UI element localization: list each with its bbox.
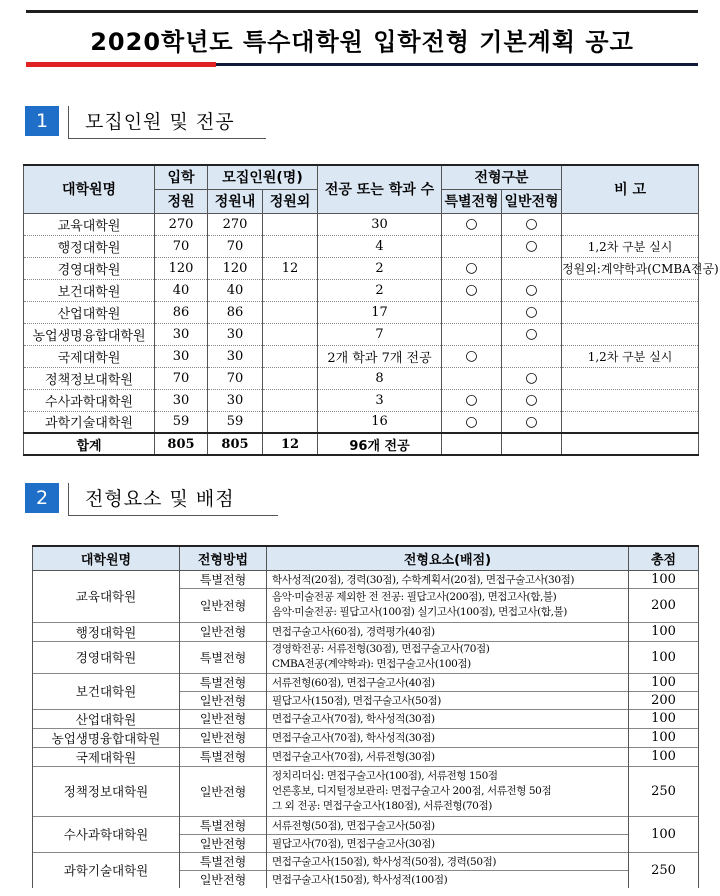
- table-cell-university: 산업대학원: [24, 301, 155, 323]
- table-cell-elements: [267, 588, 629, 622]
- table-cell-quota: 30: [155, 323, 208, 345]
- element-line: 그 외 전공: 면접구술고사(180점), 서류전형(70점): [272, 799, 492, 812]
- table-cell-note: 1,2차 구분 실시: [562, 345, 699, 367]
- table-cell-method: 일반전형: [180, 588, 267, 622]
- table-cell-elements: 면접구술고사(150점), 학사성적(50점), 경력(50점): [267, 852, 629, 870]
- table-cell-score: 100: [629, 641, 699, 673]
- table-cell-method: 일반전형: [180, 870, 267, 888]
- evaluation-table: [32, 545, 699, 888]
- table-cell-note: [562, 279, 699, 301]
- table-cell-note: [562, 389, 699, 411]
- table-cell-score: 200: [629, 588, 699, 622]
- element-line: 정치리더십: 면접구술고사(100점), 서류전형 150점: [272, 769, 498, 782]
- table-cell-general: ○: [502, 213, 562, 235]
- table-cell-method: 일반전형: [180, 709, 267, 728]
- table-cell-note: 정원외:계약학과(CMBA전공): [562, 257, 699, 279]
- col-header-elements: 전형요소(배점): [267, 546, 629, 570]
- table-cell-majors: 30: [318, 213, 442, 235]
- table-cell-out-quota: [263, 301, 318, 323]
- table-cell-out-quota: [263, 213, 318, 235]
- table-cell-method: 특별전형: [180, 570, 267, 588]
- table-cell-elements: 서류전형(50점), 면접구술고사(50점): [267, 816, 629, 834]
- table-cell-majors: 2개 학과 7개 전공: [318, 345, 442, 367]
- table-row: [24, 257, 699, 279]
- total-majors: 96개 전공: [318, 433, 442, 455]
- col-header-university: 대학원명: [24, 165, 155, 213]
- table-cell-general: ○: [502, 279, 562, 301]
- table-cell-general: ○: [502, 235, 562, 257]
- table-cell-majors: 16: [318, 411, 442, 433]
- col-header-type: 전형구분: [442, 165, 562, 189]
- table-cell-special: ○: [442, 411, 502, 433]
- table-cell-special: ○: [442, 257, 502, 279]
- table-row-university: 농업생명융합대학원: [33, 728, 180, 747]
- col-header-quota-bottom: 정원: [155, 189, 208, 213]
- table-cell-method: 일반전형: [180, 622, 267, 641]
- table-row-university: 정책정보대학원: [33, 766, 180, 816]
- table-row: [24, 213, 699, 235]
- table-row: [24, 367, 699, 389]
- table-cell-note: [562, 301, 699, 323]
- table-cell-note: 1,2차 구분 실시: [562, 235, 699, 257]
- section-2-header: [25, 483, 285, 515]
- page-title: 2020학년도 특수대학원 입학전형 기본계획 공고: [90, 28, 634, 56]
- element-line: CMBA전공(계약학과): 면접구술고사(100점): [272, 658, 471, 670]
- element-line: 음악·미술전공 제외한 전 전공: 필답고사(200점), 면접고사(합,불): [272, 591, 557, 603]
- table-cell-university: 행정대학원: [24, 235, 155, 257]
- table-cell-general: [502, 345, 562, 367]
- table-row-university: 수사과학대학원: [33, 816, 180, 852]
- col-header-score: 총점: [629, 546, 699, 570]
- element-line: 언론홍보, 디지털정보관리: 면접구술고사 200점, 서류전형 50점: [272, 784, 552, 797]
- table-cell-out-quota: 12: [263, 257, 318, 279]
- table-cell-quota: 270: [155, 213, 208, 235]
- section-1-header: [25, 106, 270, 138]
- table-cell-elements: 학사성적(20점), 경력(30점), 수학계획서(20점), 면접구술고사(30점): [267, 570, 629, 588]
- table-row-university: 국제대학원: [33, 747, 180, 766]
- table-cell-university: 과학기술대학원: [24, 411, 155, 433]
- table-row: [24, 345, 699, 367]
- col-header-method: 전형방법: [180, 546, 267, 570]
- table-cell-method: 일반전형: [180, 834, 267, 852]
- table-row: [24, 389, 699, 411]
- table-cell-in-quota: 120: [208, 257, 263, 279]
- section-1-title: 모집인원 및 전공: [85, 111, 235, 133]
- table-cell-score: 100: [629, 673, 699, 691]
- table-cell-in-quota: 40: [208, 279, 263, 301]
- table-row-university: 경영대학원: [33, 641, 180, 673]
- title-bottom-rule-red: [26, 62, 216, 67]
- table-cell-method: 특별전형: [180, 747, 267, 766]
- table-row-university: 교육대학원: [33, 570, 180, 622]
- table-cell-method: 특별전형: [180, 816, 267, 834]
- table-cell-quota: 30: [155, 345, 208, 367]
- table-cell-in-quota: 30: [208, 389, 263, 411]
- table-cell-quota: 30: [155, 389, 208, 411]
- table-cell-in-quota: 30: [208, 323, 263, 345]
- title-top-rule: [26, 10, 698, 13]
- table-cell-elements: [267, 641, 629, 673]
- table-cell-in-quota: 70: [208, 235, 263, 257]
- table-cell-majors: 3: [318, 389, 442, 411]
- table-cell-score: 250: [629, 852, 699, 888]
- table-cell-majors: 8: [318, 367, 442, 389]
- table-cell-elements: 면접구술고사(60점), 경력평가(40점): [267, 622, 629, 641]
- table-cell-out-quota: [263, 411, 318, 433]
- col-header-majors: 전공 또는 학과 수: [318, 165, 442, 213]
- total-in: 805: [208, 433, 263, 455]
- table-cell-out-quota: [263, 389, 318, 411]
- table-cell-out-quota: [263, 279, 318, 301]
- col-header-note: 비 고: [562, 165, 699, 213]
- table-row: [24, 279, 699, 301]
- col-header-in-quota: 정원내: [208, 189, 263, 213]
- element-line: 경영학전공: 서류전형(30점), 면접구술고사(70점): [272, 643, 490, 655]
- table-cell-quota: 70: [155, 367, 208, 389]
- col-header-general: 일반전형: [502, 189, 562, 213]
- table-cell-quota: 59: [155, 411, 208, 433]
- table-row-university: 산업대학원: [33, 709, 180, 728]
- table-row-university: 과학기술대학원: [33, 852, 180, 888]
- table-cell-special: [442, 367, 502, 389]
- col-header-out-quota: 정원외: [263, 189, 318, 213]
- table-cell-elements: 면접구술고사(150점), 학사성적(100점): [267, 870, 629, 888]
- table-cell-general: ○: [502, 323, 562, 345]
- table-row: [24, 323, 699, 345]
- table-cell-majors: 7: [318, 323, 442, 345]
- table-cell-elements: 서류전형(60점), 면접구술고사(40점): [267, 673, 629, 691]
- table-cell-elements: [267, 766, 629, 816]
- table-cell-majors: 2: [318, 279, 442, 301]
- table-cell-out-quota: [263, 323, 318, 345]
- section-1-number: 1: [25, 106, 59, 136]
- table-cell-score: 100: [629, 816, 699, 852]
- total-out: 12: [263, 433, 318, 455]
- table-cell-method: 일반전형: [180, 691, 267, 709]
- table-cell-university: 농업생명융합대학원: [24, 323, 155, 345]
- element-line: 음악·미술전공: 필답고사(100점) 실기고사(100점), 면접고사(합,불): [272, 606, 567, 618]
- table-cell-quota: 70: [155, 235, 208, 257]
- table-row-university: 행정대학원: [33, 622, 180, 641]
- table-cell-method: 특별전형: [180, 641, 267, 673]
- table-cell-university: 보건대학원: [24, 279, 155, 301]
- table-cell-elements: 필답고사(150점), 면접구술고사(50점): [267, 691, 629, 709]
- table-cell-majors: 4: [318, 235, 442, 257]
- table-cell-in-quota: 270: [208, 213, 263, 235]
- table-cell-university: 정책정보대학원: [24, 367, 155, 389]
- table-cell-quota: 86: [155, 301, 208, 323]
- table-cell-special: ○: [442, 389, 502, 411]
- table-cell-special: ○: [442, 345, 502, 367]
- table-cell-special: [442, 301, 502, 323]
- table-cell-method: 특별전형: [180, 673, 267, 691]
- table-cell-score: 200: [629, 691, 699, 709]
- col-header-quota-top: 입학: [155, 165, 208, 189]
- total-label: 합계: [24, 433, 155, 455]
- table-cell-special: [442, 323, 502, 345]
- table-cell-special: ○: [442, 279, 502, 301]
- table-row: [24, 301, 699, 323]
- table-cell-in-quota: 59: [208, 411, 263, 433]
- table-cell-elements: 면접구술고사(70점), 서류전형(30점): [267, 747, 629, 766]
- table-cell-score: 100: [629, 709, 699, 728]
- table-cell-method: 일반전형: [180, 766, 267, 816]
- table-cell-in-quota: 30: [208, 345, 263, 367]
- table-cell-university: 국제대학원: [24, 345, 155, 367]
- table-row: [24, 235, 699, 257]
- table-cell-general: ○: [502, 301, 562, 323]
- table-cell-out-quota: [263, 345, 318, 367]
- table-cell-majors: 17: [318, 301, 442, 323]
- table-cell-university: 교육대학원: [24, 213, 155, 235]
- table-cell-note: [562, 367, 699, 389]
- table-cell-general: ○: [502, 389, 562, 411]
- table-cell-special: [442, 235, 502, 257]
- table-cell-method: 일반전형: [180, 728, 267, 747]
- table-cell-special: ○: [442, 213, 502, 235]
- table-cell-note: [562, 411, 699, 433]
- table-cell-majors: 2: [318, 257, 442, 279]
- table-cell-note: [562, 323, 699, 345]
- table-cell-out-quota: [263, 235, 318, 257]
- table-cell-score: 100: [629, 728, 699, 747]
- table-cell-note: [562, 213, 699, 235]
- col-header-recruit: 모집인원(명): [208, 165, 318, 189]
- table-cell-elements: 필답고사(70점), 면접구술고사(30점): [267, 834, 629, 852]
- table-row: [24, 411, 699, 433]
- table-cell-in-quota: 70: [208, 367, 263, 389]
- table-cell-general: [502, 257, 562, 279]
- table-row-university: 보건대학원: [33, 673, 180, 709]
- section-2-number: 2: [25, 483, 59, 513]
- table-cell-general: ○: [502, 411, 562, 433]
- title-bottom-rule-dark: [216, 63, 698, 66]
- table-cell-score: 100: [629, 570, 699, 588]
- table-cell-in-quota: 86: [208, 301, 263, 323]
- table-cell-university: 수사과학대학원: [24, 389, 155, 411]
- col-header-university: 대학원명: [33, 546, 180, 570]
- table-cell-score: 250: [629, 766, 699, 816]
- title-banner: [26, 10, 698, 66]
- section-2-title: 전형요소 및 배점: [85, 488, 235, 510]
- table-cell-out-quota: [263, 367, 318, 389]
- table-cell-method: 특별전형: [180, 852, 267, 870]
- table-cell-quota: 40: [155, 279, 208, 301]
- table-cell-university: 경영대학원: [24, 257, 155, 279]
- table-cell-quota: 120: [155, 257, 208, 279]
- table-cell-score: 100: [629, 747, 699, 766]
- table-cell-elements: 면접구술고사(70점), 학사성적(30점): [267, 709, 629, 728]
- table-cell-general: ○: [502, 367, 562, 389]
- recruitment-table: [23, 164, 719, 456]
- total-quota: 805: [155, 433, 208, 455]
- table-cell-score: 100: [629, 622, 699, 641]
- col-header-special: 특별전형: [442, 189, 502, 213]
- table-cell-elements: 면접구술고사(70점), 학사성적(30점): [267, 728, 629, 747]
